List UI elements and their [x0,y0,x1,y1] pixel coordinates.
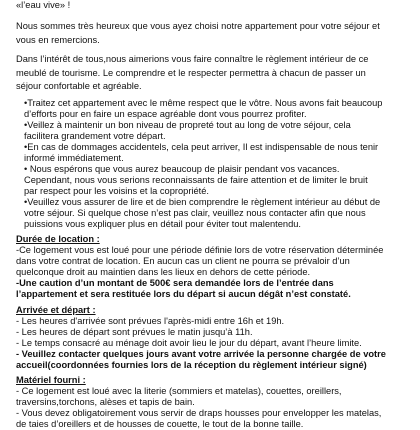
arrival-line: - Les heures de départ sont prévues le matin jusqu’à 11h. [16,327,253,337]
rule-line: •Veuillez vous assurer de lire et de bien comprendre le règlement intérieur au début de [24,197,381,207]
rule-line: votre séjour. Si quelque chose n’est pas clair, veuillez nous contacter afin que nous [24,208,366,218]
interest-line: séjour confortable et agréable. [16,81,142,91]
heading-fragment: «l’eau vive» ! [16,0,71,10]
duration-line: dans votre contrat de location. En aucun cas un client ne pourra se prévaloir d’un [16,256,350,266]
duration-line: -Ce logement vous est loué pour une période définie lors de votre réservation déterminée [16,245,384,255]
rule-line: par respect pour les voisins et la copropriété. [24,186,209,196]
equipment-line: - Vous devez obligatoirement vous servir de draps housses pour envelopper les matelas, [16,408,382,418]
equipment-line: - Ce logement est loué avec la literie (sommiers et matelas), couettes, oreillers, [16,386,342,396]
rule-line: •Traitez cet appartement avec le même respect que le vôtre. Nous avons fait beaucoup [24,98,383,108]
rule-line: •En cas de dommages accidentels, cela peut arriver, Il est indispensable de nous tenir [24,142,379,152]
deposit-line: l’appartement et sera restituée lors du départ si aucun dégât n’est constaté. [16,289,351,299]
interest-line: Dans l’intérêt de tous,nous aimerions vous faire connaître le règlement intérieur de ce [16,54,369,64]
arrival-line: - Les heures d'arrivée sont prévues l'après-midi entre 16h et 19h. [16,316,285,326]
deposit-line: -Une caution d’un montant de 500€ sera demandée lors de l’entrée dans [16,278,334,288]
intro-line: Nous sommes très heureux que vous ayez choisi notre appartement pour votre séjour et [16,21,380,31]
equipment-line: traversins,torchons, alèses et tapis de bain. [16,397,195,407]
rule-line: informé immédiatement. [24,153,124,163]
section-title-equipment: Matériel fourni : [16,375,86,385]
rule-line: •Veillez à maintenir un bon niveau de propreté tout au long de votre séjour, cela [24,120,351,130]
rule-line: d’efforts pour en faire un espace agréable dont vous pourrez profiter. [24,109,307,119]
section-title-duration: Durée de location : [16,234,100,244]
rule-line: facilitera grandement votre départ. [24,131,166,141]
section-title-arrival: Arrivée et départ : [16,305,96,315]
arrival-line: - Le temps consacré au ménage doit avoir lieu le jour du départ, avant l’heure limite. [16,338,362,348]
rule-line: Cependant, nous vous serions reconnaissants de faire attention et de limiter le bruit [24,175,368,185]
duration-line: quelconque droit au maintien dans les lieux en dehors de cette période. [16,267,311,277]
rule-line: • Nous espérons que vous aurez beaucoup de plaisir pendant vos vacances. [24,164,340,174]
rule-line: puissions vous expliquer plus en détail pour éviter tout malentendu. [24,219,302,229]
intro-line: vous en remercions. [16,35,100,45]
interest-line: meublé de tourisme. Le comprendre et le respecter permettra à chacun de passer un [16,68,366,78]
arrival-contact-line: accueil(coordonnées fournies lors de la réception du règlement intérieur signé) [16,360,367,370]
equipment-line: de taies d’oreillers et de housses de couette, le tout de la bonne taille. [16,419,304,429]
arrival-contact-line: - Veuillez contacter quelques jours avant votre arrivée la personne chargée de votre [16,349,386,359]
